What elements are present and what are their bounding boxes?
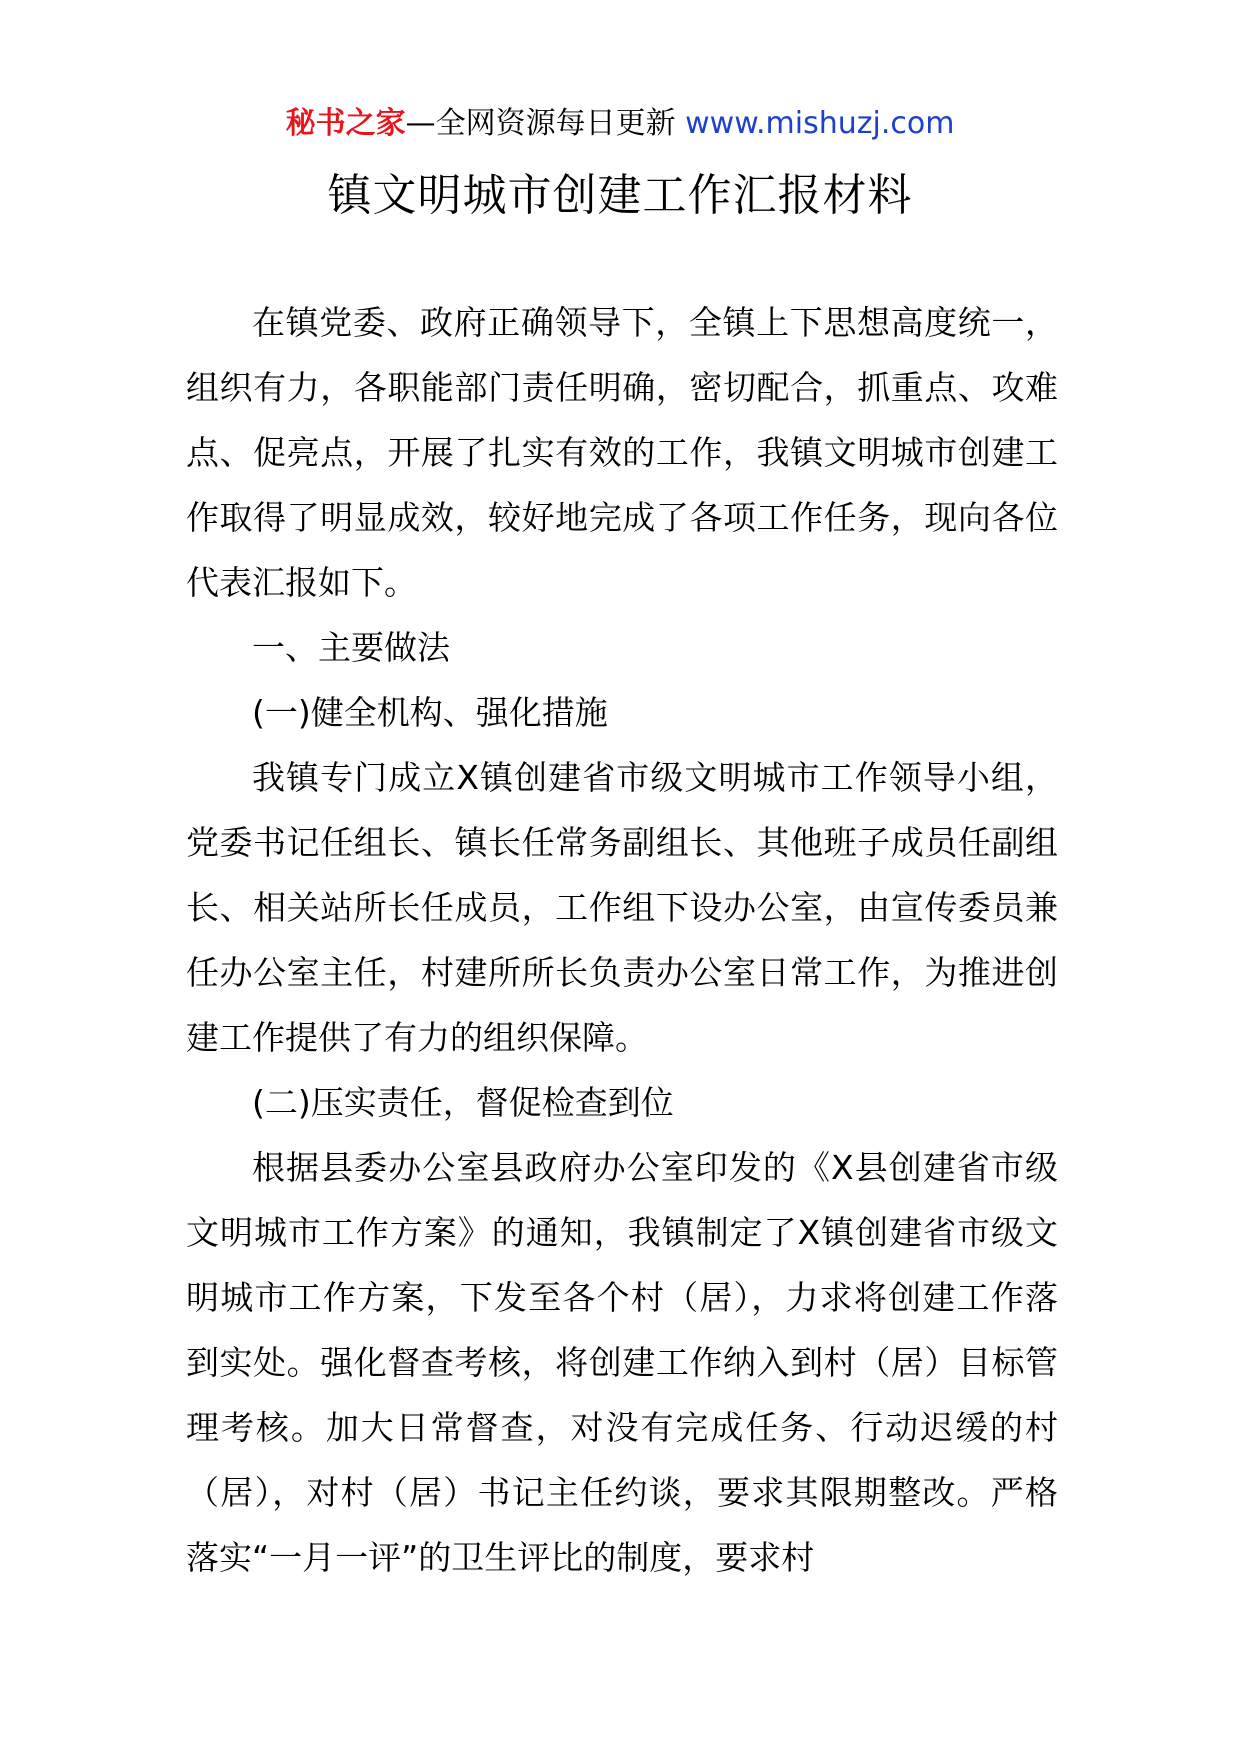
section-heading: 一、主要做法: [252, 628, 450, 667]
body-paragraph: 我镇专门成立X镇创建省市级文明城市工作领导小组，党委书记任组长、镇长任常务副组长、其他班子成员任副组长、相关站所长任成员，工作组下设办公室，由宣传委员兼任办公室主任，村建所所长负责办公室日常工作，为推进创建工作提供了有力的组织保障。: [186, 758, 1058, 1057]
body-paragraph: 根据县委办公室县政府办公室印发的《X县创建省市级文明城市工作方案》的通知，我镇制定了X镇创建省市级文明城市工作方案，下发至各个村（居），力求将创建工作落到实处。强化督查考核，将创建工作纳入到村（居）目标管理考核。加大日常督查，对没有完成任务、行动迟缓的村（居），对村（居）书记主任约谈，要求其限期整改。严格落实“一月一评”的卫生评比的制度，要求村: [186, 1148, 1058, 1577]
document-body: [186, 290, 1058, 1590]
site-watermark-header: [0, 104, 1240, 144]
website-url: www.mishuzj.com: [685, 106, 955, 141]
brand-name: 秘书之家: [285, 106, 406, 141]
subsection-heading: (一)健全机构、强化措施: [252, 693, 608, 732]
subsection-heading: (二)压实责任，督促检查到位: [252, 1083, 674, 1122]
document-title: 镇文明城市创建工作汇报材料: [327, 170, 913, 221]
header-tagline: —全网资源每日更新: [405, 106, 686, 141]
intro-paragraph: 在镇党委、政府正确领导下，全镇上下思想高度统一，组织有力，各职能部门责任明确，密切配合，抓重点、攻难点、促亮点，开展了扎实有效的工作，我镇文明城市创建工作取得了明显成效，较好地完成了各项工作任务，现向各位代表汇报如下。: [186, 303, 1058, 602]
